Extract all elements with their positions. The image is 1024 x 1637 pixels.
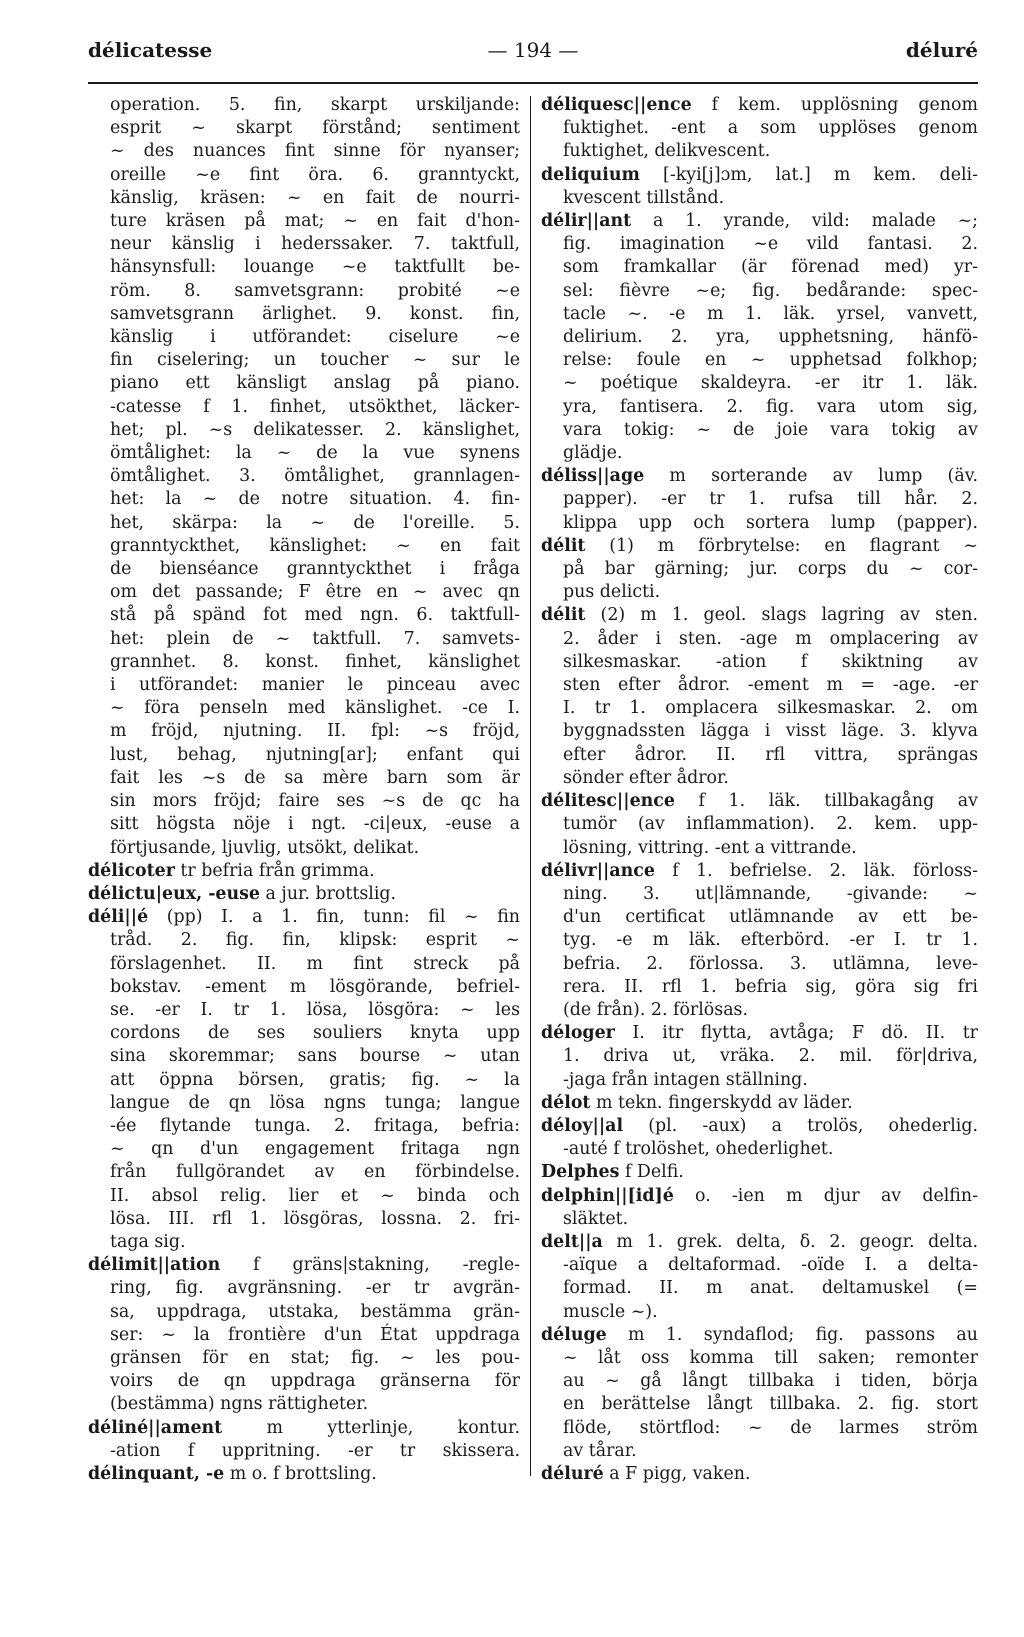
entry-text-line: känslig, kräsen: ~ en fait de nourri-: [110, 187, 520, 208]
entry-text-line: ~ qn d'un engagement fritaga ngn: [110, 1139, 520, 1160]
entry-text-line: (bestämma) ngns rättigheter.: [110, 1394, 369, 1415]
headword: délictu|eux, -euse: [88, 883, 260, 904]
entry-text-line: langue de qn lösa ngns tunga; langue: [110, 1092, 520, 1113]
entry-text-line: en berättelse långt tillbaka. 2. fig. stort: [563, 1394, 978, 1415]
entry-text-line: -ation f uppritning. -er tr skissera.: [110, 1440, 520, 1461]
entry-text-line: formad. II. m anat. deltamuskel (=: [563, 1278, 978, 1299]
headword: delphin||[id]é: [541, 1185, 674, 1206]
entry-text-line: ning. 3. ut|lämnande, -givande: ~: [563, 883, 978, 904]
entry-headword-line: delt||a m 1. grek. delta, δ. 2. geogr. delta.: [541, 1231, 978, 1252]
entry-text-line: pus delicti.: [563, 582, 661, 603]
headword: délicoter: [88, 860, 175, 881]
entry-headword-line: délоy||al (pl. -aux) a trolös, ohederlig.: [541, 1115, 978, 1136]
entry-text-line: tyg. -e m läk. efterbörd. -er I. tr 1.: [563, 930, 978, 951]
entry-headword-line: délir||ant a 1. yrande, vild: malade ~;: [541, 211, 978, 232]
left-column: [88, 94, 520, 1486]
entry-text-line: i utförandet: manier le pinceau avec: [110, 675, 520, 696]
headword: delt||a: [541, 1231, 603, 1252]
headword: délit: [541, 535, 586, 556]
entry-text-line: -ée flytande tunga. 2. fritaga, befria:: [110, 1115, 520, 1136]
headword: délinquant, -e: [88, 1463, 225, 1484]
entry-text-line: II. absol relig. lier et ~ binda och: [110, 1185, 520, 1206]
entry-text-line: sina skoremmar; sans bourse ~ utan: [110, 1046, 520, 1067]
headword: délit: [541, 605, 586, 626]
entry-text-line: papper). -er tr 1. rufsa till hår. 2.: [563, 489, 978, 510]
entry-text-line: släktet.: [563, 1208, 629, 1229]
headword: déliné||ament: [88, 1417, 223, 1438]
entry-headword-line: déli||é (pp) I. a 1. fin, tunn: fil ~ fin: [88, 907, 520, 928]
headword: déluge: [541, 1324, 607, 1345]
entry-headword-line: déliquesc||ence f kem. upplösning genom: [541, 95, 978, 115]
entry-text-line: fait les ~s de sa mère barn som är: [110, 767, 520, 788]
page-number: — 194 —: [487, 38, 579, 62]
entry-text-line: ring, fig. avgränsning. -er tr avgrän-: [110, 1278, 520, 1299]
entry-text-line: fuktighet. -ent a som upplöses genom: [563, 118, 978, 139]
entry-text-line: voirs de qn uppdraga gränserna för: [110, 1371, 520, 1392]
entry-text-line: esprit ~ skarpt förstånd; sentiment: [110, 118, 520, 139]
entry-text-line: delirium. 2. yra, upphetsning, hänfö-: [563, 327, 978, 348]
entry-text-line: fin ciselering; un toucher ~ sur le: [110, 350, 520, 371]
entry-text-line: piano ett känsligt anslag på piano.: [110, 373, 520, 394]
entry-text-line: -catesse f 1. finhet, utsökthet, läcker-: [110, 396, 520, 417]
headword: déliss||age: [541, 466, 645, 487]
entry-text-line: ~ poétique skaldeyra. -er itr 1. läk.: [563, 373, 978, 394]
entry-headword-line: délimit||ation f gräns|stakning, -regle-: [88, 1255, 520, 1276]
entry-text-line: sten efter ådror. -ement m = -age. -er: [563, 675, 978, 696]
entry-text-line: samvetsgrann ärlighet. 9. konst. fin,: [110, 303, 520, 324]
entry-text-line: relse: foule en ~ upphetsad folkhop;: [563, 350, 978, 371]
entry-text-line: oreille ~e fint öra. 6. granntyckt,: [110, 164, 520, 185]
entry-text-line: het: la ~ de notre situation. 4. fin-: [110, 489, 520, 510]
entry-text-line: lust, behag, njutning[ar]; enfant qui: [110, 744, 520, 765]
page-header: [88, 38, 978, 78]
entry-text-line: sitt högsta nöje i ngt. -ci|eux, -euse a: [110, 814, 520, 835]
entry-text-line: ~ des nuances fint sinne för nyanser;: [110, 141, 520, 162]
headword: Delphes: [541, 1162, 620, 1183]
headword: délоy||al: [541, 1115, 624, 1136]
entry-text-line: hänsynsfull: louange ~e taktfullt be-: [110, 257, 520, 278]
entry-text-line: de bienséance granntyckthet i fråga: [110, 559, 520, 580]
entry-text-line: förtjusande, ljuvlig, utsökt, delikat.: [110, 837, 420, 858]
headword: deliquium: [541, 164, 640, 185]
entry-text-line: I. tr 1. omplacera silkesmaskar. 2. om: [563, 698, 978, 719]
entry-text-line: cordons de ses souliers knyta upp: [110, 1023, 520, 1044]
entry-text-line: kvescent tillstånd.: [563, 187, 725, 208]
entry-text-line: fuktighet, delikvescent.: [563, 141, 771, 162]
entry-text-line: glädje.: [563, 443, 623, 464]
entry-text-line: om det passande; F être en ~ avec qn: [110, 582, 520, 603]
entry-text-line: flöde, störtflod: ~ de larmes ström: [563, 1417, 978, 1438]
entry-text-line: ture kräsen på mat; ~ en fait d'hon-: [110, 211, 520, 232]
entry-headword-line: delphin||[id]é o. -ien m djur av delfin-: [541, 1185, 978, 1206]
entry-headword-line: délinquant, -e m o. f brottsling.: [88, 1463, 377, 1484]
entry-text-line: neur känslig i hederssaker. 7. taktfull,: [110, 234, 520, 255]
entry-headword-line: déliss||age m sorterande av lump (äv.: [541, 466, 978, 487]
entry-text-line: efter ådror. II. rfl vittra, sprängas: [563, 744, 978, 765]
entry-headword-line: Delphes f Delfi.: [541, 1162, 684, 1183]
entry-text-line: tråd. 2. fig. fin, klipsk: esprit ~: [110, 930, 520, 951]
entry-text-line: het: plein de ~ taktfull. 7. samvets-: [110, 628, 520, 649]
entry-text-line: (de från). 2. förlösas.: [563, 999, 749, 1020]
entry-text-line: av tårar.: [563, 1440, 637, 1461]
entry-text-line: tumör (av inflammation). 2. kem. upp-: [563, 814, 978, 835]
entry-text-line: klippa upp och sortera lump (papper).: [563, 512, 978, 533]
headword: délimit||ation: [88, 1255, 221, 1276]
entry-text-line: 1. driva ut, vräka. 2. mil. för|driva,: [563, 1046, 978, 1067]
header-left-guideword: délicatesse: [88, 38, 213, 62]
entry-headword-line: deliquium [-kyi[j]ɔm, lat.] m kem. deli-: [541, 164, 978, 185]
entry-text-line: tacle ~. -e m 1. läk. yrsel, vanvett,: [563, 303, 978, 324]
entry-text-line: au ~ gå långt tillbaka i tiden, börja: [563, 1371, 978, 1392]
entry-text-line: taga sig.: [110, 1231, 186, 1252]
headword: délir||ant: [541, 211, 632, 232]
entry-text-line: röm. 8. samvetsgrann: probité ~e: [110, 280, 520, 301]
entry-headword-line: délot m tekn. fingerskydd av läder.: [541, 1092, 853, 1113]
entry-text-line: sin mors fröjd; faire ses ~s de qc ha: [110, 791, 520, 812]
entry-text-line: muscle ~).: [563, 1301, 658, 1322]
entry-text-line: m fröjd, njutning. II. fpl: ~s fröjd,: [110, 721, 520, 742]
entry-text-line: granntyckthet, känslighet: ~ en fait: [110, 535, 520, 556]
right-column: [541, 94, 978, 1486]
entry-text-line: stå på spänd fot med ngn. 6. taktfull-: [110, 605, 520, 626]
entry-text-line: -aïque a deltaformad. -oïde I. a delta-: [563, 1255, 978, 1276]
entry-text-line: silkesmaskar. -ation f skiktning av: [563, 651, 978, 672]
entry-text-line: grannhet. 8. konst. finhet, känslighet: [110, 651, 520, 672]
entry-text-line: sel: fièvre ~e; fig. bedårande: spec-: [563, 280, 978, 301]
entry-text-line: 2. åder i sten. -age m omplacering av: [563, 628, 978, 649]
entry-headword-line: déluge m 1. syndaflod; fig. passons au: [541, 1324, 978, 1345]
entry-text-line: ~ föra penseln med känslighet. -ce I.: [110, 698, 520, 719]
entry-text-line: som framkallar (är förenad med) yr-: [563, 257, 978, 278]
entry-text-line: operation. 5. fin, skarpt urskiljande:: [110, 95, 520, 115]
column-divider: [530, 96, 531, 1476]
entry-text-line: sa, uppdraga, utstaka, bestämma grän-: [110, 1301, 520, 1322]
headword: déloger: [541, 1023, 615, 1044]
entry-text-line: ömtålighet. 3. ömtålighet, grannlagen-: [110, 466, 520, 487]
entry-text-line: ~ låt oss komma till saken; remonter: [563, 1347, 978, 1368]
header-rule: [88, 82, 978, 84]
header-right-guideword: déluré: [905, 38, 978, 62]
entry-text-line: förslagenhet. II. m fint streck på: [110, 953, 520, 974]
entry-headword-line: déliné||ament m ytterlinje, kontur.: [88, 1417, 520, 1438]
headword: déluré: [541, 1463, 604, 1484]
entry-text-line: befria. 2. förlossa. 3. utlämna, leve-: [563, 953, 978, 974]
entry-text-line: het; pl. ~s delikatesser. 2. känslighet,: [110, 419, 520, 440]
entry-text-line: -jaga från intagen ställning.: [563, 1069, 808, 1090]
entry-text-line: känslig i utförandet: ciselure ~e: [110, 327, 520, 348]
entry-text-line: från fullgörandet av en förbindelse.: [110, 1162, 520, 1183]
entry-text-line: vara tokig: ~ de joie vara tokig av: [563, 419, 978, 440]
headword: délot: [541, 1092, 591, 1113]
entry-headword-line: délit (2) m 1. geol. slags lagring av sten.: [541, 605, 978, 626]
headword: délitesc||ence: [541, 791, 675, 812]
entry-text-line: yra, fantisera. 2. fig. vara utom sig,: [563, 396, 978, 417]
entry-text-line: het, skärpa: la ~ de l'oreille. 5.: [110, 512, 520, 533]
entry-text-line: att öppna börsen, gratis; fig. ~ la: [110, 1069, 520, 1090]
entry-text-line: ser: ~ la frontière d'un État uppdraga: [110, 1324, 520, 1345]
headword: déliquesc||ence: [541, 95, 692, 115]
entry-headword-line: déluré a F pigg, vaken.: [541, 1463, 751, 1484]
entry-text-line: lösning, vittring. -ent a vittrande.: [563, 837, 857, 858]
entry-text-line: -auté f trolöshet, ohederlighet.: [563, 1139, 834, 1160]
entry-headword-line: délicoter tr befria från grimma.: [88, 860, 375, 881]
entry-text-line: se. -er I. tr 1. lösa, lösgöra: ~ les: [110, 999, 520, 1020]
entry-text-line: fig. imagination ~e vild fantasi. 2.: [563, 234, 978, 255]
entry-text-line: bokstav. -ement m lösgörande, befriel-: [110, 976, 520, 997]
entry-headword-line: déloger I. itr flytta, avtåga; F dö. II. tr: [541, 1023, 978, 1044]
entry-headword-line: délitesc||ence f 1. läk. tillbakagång av: [541, 791, 978, 812]
entry-text-line: d'un certificat utlämnande av ett be-: [563, 907, 978, 928]
entry-text-line: lösa. III. rfl 1. lösgöras, lossna. 2. fri-: [110, 1208, 520, 1229]
entry-text-line: ömtålighet: la ~ de la vue synens: [110, 443, 520, 464]
entry-text-line: rera. II. rfl 1. befria sig, göra sig fri: [563, 976, 978, 997]
entry-headword-line: délictu|eux, -euse a jur. brottslig.: [88, 883, 397, 904]
headword: délivr||ance: [541, 860, 655, 881]
entry-text-line: på bar gärning; jur. corps du ~ cor-: [563, 559, 978, 580]
entry-text-line: byggnadssten lägga i visst läge. 3. klyva: [563, 721, 978, 742]
entry-text-line: sönder efter ådror.: [563, 767, 729, 788]
entry-headword-line: délit (1) m förbrytelse: en flagrant ~: [541, 535, 978, 556]
headword: déli||é: [88, 907, 149, 928]
entry-text-line: gränsen för en stat; fig. ~ les pou-: [110, 1347, 520, 1368]
entry-headword-line: délivr||ance f 1. befrielse. 2. läk. förloss-: [541, 860, 978, 881]
